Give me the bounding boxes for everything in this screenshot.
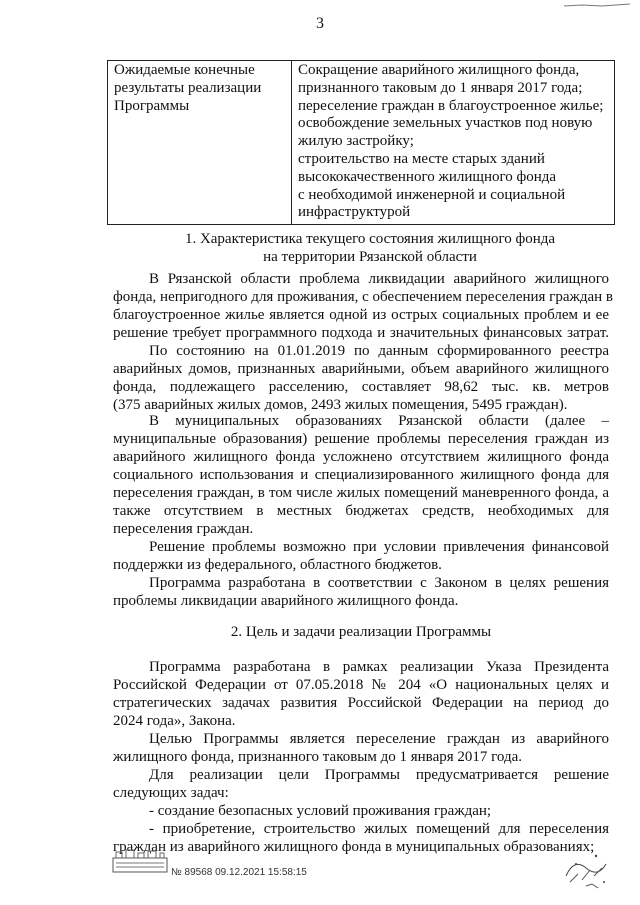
paragraph-line: фонда, непригодного для проживания, с обеспечением переселения граждан в	[113, 289, 614, 305]
result-line: освобождение земельных участков под новую	[298, 115, 593, 132]
result-line: строительство на месте старых зданий	[298, 150, 545, 167]
paragraph-line: По состоянию на 01.01.2019 по данным сформированного реестра	[149, 343, 609, 359]
paragraph-line: поддержки из федерального, областного бюджетов.	[113, 557, 442, 573]
task-bullet: - создание безопасных условий проживания граждан;	[149, 803, 492, 819]
paragraph-line: Целью Программы является переселение граждан из аварийного	[149, 731, 609, 747]
paragraph-line: (375 аварийных жилых домов, 2493 жилых помещения, 5495 граждан).	[113, 397, 568, 413]
paragraph-line: социального использования и специализированного жилищного фонда для	[113, 467, 609, 483]
paragraph-line: следующих задач:	[113, 785, 229, 801]
paragraph-line: Программа разработана в рамках реализации Указа Президента	[149, 659, 609, 675]
paragraph-line: В муниципальных образованиях Рязанской области (далее –	[149, 413, 609, 429]
scan-artifact	[562, 2, 632, 8]
paragraph-line: аварийных домов, признанных аварийными, объем аварийного жилищного	[113, 361, 609, 377]
table-label-cell	[108, 61, 292, 225]
section1-heading-line1: 1. Характеристика текущего состояния жилищного фонда	[184, 231, 556, 247]
table-value-cell	[292, 61, 615, 225]
document-registration-stamp: № 89568 09.12.2021 15:58:15	[171, 867, 307, 878]
table-row	[108, 61, 615, 225]
seal-mark-icon	[556, 846, 616, 892]
paragraph-line: граждан из аварийного жилищного фонда в муниципальных образованиях;	[113, 839, 595, 855]
paragraph-line: Российской Федерации от 07.05.2018 № 204 «О национальных целях и	[113, 677, 609, 693]
paragraph-line: В Рязанской области проблема ликвидации аварийного жилищного	[149, 271, 609, 287]
paragraph-line: муниципальные образования) решение проблемы переселения граждан из	[113, 431, 609, 447]
paragraph-line: проблемы ликвидации аварийного жилищного фонда.	[113, 593, 459, 609]
paragraph-line: стратегических задачах развития Российской Федерации на период до	[113, 695, 609, 711]
expected-results-table	[107, 60, 615, 225]
result-line: с необходимой инженерной и социальной	[298, 186, 566, 203]
page-number: 3	[316, 15, 324, 32]
section1-heading-line2: на территории Рязанской области	[263, 249, 477, 265]
paragraph-line: также отсутствием в местных бюджетах средств, необходимых для	[113, 503, 609, 519]
result-line: переселение граждан в благоустроенное жилье;	[298, 97, 604, 114]
result-line: высококачественного жилищного фонда	[298, 168, 557, 185]
paragraph-line: Для реализации цели Программы предусматривается решение	[149, 767, 609, 783]
paragraph-line: переселения граждан, в том числе жилых помещений маневренного фонда, а	[113, 485, 609, 501]
paragraph-line: фонда, подлежащего расселению, составляет 98,62 тыс. кв. метров	[113, 379, 609, 395]
result-line: признанного таковым до 1 января 2017 года;	[298, 79, 583, 96]
paragraph-line: жилищного фонда, признанного таковым до 1 января 2017 года.	[113, 749, 523, 765]
task-bullet: - приобретение, строительство жилых помещений для переселения	[149, 821, 609, 837]
paragraph-line: Решение проблемы возможно при условии привлечения финансовой	[149, 539, 609, 555]
result-line: жилую застройку;	[298, 133, 414, 150]
result-line: инфраструктурой	[298, 204, 411, 221]
paragraph-line: переселения граждан.	[113, 521, 254, 537]
paragraph-line: аварийного жилищного фонда усложнено отсутствием жилищного фонда	[113, 449, 609, 465]
section2-heading: 2. Цель и задачи реализации Программы	[230, 624, 492, 640]
paragraph-line: благоустроенное жилье является одной из острых социальных проблем и ее	[113, 307, 609, 323]
expected-results-label: Ожидаемые конечные результаты реализации Программы	[114, 62, 262, 114]
paragraph-line: Программа разработана в соответствии с Законом в целях решения	[149, 575, 609, 591]
result-line: Сокращение аварийного жилищного фонда,	[298, 62, 580, 78]
paragraph-line: 2024 года», Закона.	[113, 713, 236, 729]
paragraph-line: решение требует программного подхода и значительных финансовых затрат.	[113, 325, 609, 341]
registry-stamp-logo	[112, 848, 168, 874]
